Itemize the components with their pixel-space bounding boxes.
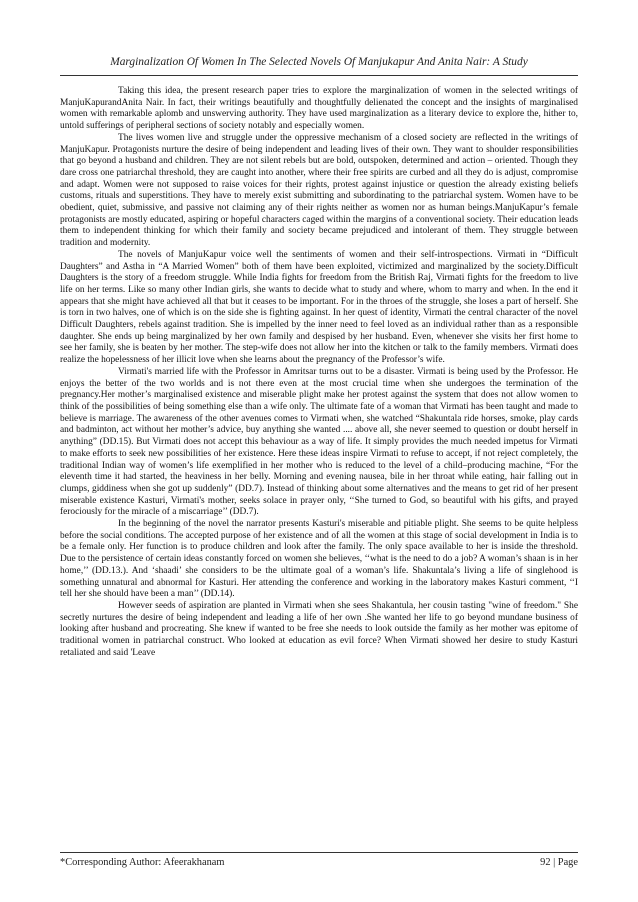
paragraph: However seeds of aspiration are planted in Virmati when she sees Shakantula, her cousin tasting "wine of freedom." She secretly nurtures the desire of being independent and leading a life of her own .She wanted her life to go beyond mundane business of looking after husband and procreating. She knew if wanted to be free she needs to look outside the family as her mother was epitome of traditional women in patriarchal construct. Who looked at education as evil force? When Virmati showed her desire to study Kasturi retaliated and said 'Leave [60,600,578,658]
page-number: 92 | Page [540,857,578,868]
running-title: Marginalization Of Women In The Selected Novels Of Manjukapur And Anita Nair: A Study [110,56,528,68]
corresponding-author: *Corresponding Author: Afeerakhanam [60,857,225,868]
paragraph: Virmati's married life with the Professor in Amritsar turns out to be a disaster. Virmati is being used by the Professor. He enjoys the better of the two worlds and is not there even at the most crucial time when she undergoes the termination of the pregnancy.Her mother’s marginalised existence and miserable plight make her protest against the system that does not allow women to think of the possibilities of being something else than a wife only. The ultimate fate of a woman that Virmati has been taught and made to believe is marriage. The awareness of the other avenues comes to Virmati when, she watched “Shakuntala ride horses, smoke, play cards and badminton, act without her mother’s advice, buy anything she wanted .... above all, she never seemed to question or doubt herself in anything” (DD.15). But Virmati does not accept this behaviour as a way of life. It simply provides the much needed impetus for Virmati to make efforts to seek new possibilities of her existence. Here these ideas inspire Virmati to refuse to accept, if not reject completely, the traditional Indian way of women’s life exemplified in her mother who is reduced to the level of a child–producing machine, “For the eleventh time it had started, the heaviness in her belly. Morning and evening nausea, bile in her throat while eating, hair falling out in clumps, giddiness when she got up suddenly” (DD.7). Instead of thinking about some alternatives and the means to get rid of her present miserable existence Kasturi, Virmati's mother, seeks solace in prayer only, ‘‘She turned to God, so beautiful with his gifts, and prayed ferociously for the miracle of a miscarriage’’ (DD.7). [60,366,578,518]
paragraph: In the beginning of the novel the narrator presents Kasturi's miserable and pitiable plight. She seems to be quite helpless before the social conditions. The accepted purpose of her existence and of all the women at this stage of social development in India is to be a female only. Her function is to produce children and look after the family. The only space available to her is inside the threshold. Due to the persistence of certain ideas constantly forced on women she believes, ‘‘what is the need to do a job? A woman’s shaan is in her home,’’ (DD.13.). And ‘shaadi’ she considers to be the ultimate goal of a woman’s life. Shakuntala’s living a life of singlehood is something unnatural and abnormal for Kasturi. Her attending the conference and working in the laboratory makes Kasturi comment, ‘‘I tell her she should have been a man’’ (DD.14). [60,519,578,600]
article-body [60,86,578,659]
header-rule [60,75,578,76]
paragraph: Taking this idea, the present research paper tries to explore the marginalization of women in the selected writings of ManjuKapurandAnita Nair. In fact, their writings beautifully and thoughtfully delienated the concept and the insights of marginalised women with remarkable aplomb and unswerving authority. They have used marginalization as a literary device to explore the, hither to, untold sufferings of peripheral sections of society notably and especially women. [60,86,578,132]
footer-rule [60,852,578,853]
paragraph: The novels of ManjuKapur voice well the sentiments of women and their self-introspections. Virmati in “Difficult Daughters” and Astha in “A Married Women” both of them have been exploited, victimized and marginalized by the society.Difficult Daughters is the story of a freedom struggle. While India fights for freedom from the British Raj, Virmati fights for the freedom to live life on her terms. Like so many other Indian girls, she wants to decide what to study and where, whom to marry and when. In the end it appears that she might have achieved all that but it ceases to be important. For in the throes of the struggle, she loses a part of herself. She is torn in two halves, one of which is on the side she is fighting against. In her quest of identity, Virmati the central character of the novel Difficult Daughters, rebels against tradition. She is impelled by the inner need to feel loved as an individual rather than as a responsible daughter. She ends up being marginalized by her own family and despised by her husband. Even, whenever she visits her first home to see her family, she is beaten by her mother. The step-wife does not allow her into the kitchen or talk to the family members. Virmati does realize the hopelessness of her illicit love when she learns about the pregnancy of the Professor’s wife. [60,249,578,366]
paragraph: The lives women live and struggle under the oppressive mechanism of a closed society are reflected in the writings of ManjuKapur. Protagonists nurture the desire of being independent and leading lives of their own. They want to shoulder responsibilities that go beyond a husband and children. They are not silent rebels but are bold, outspoken, determined and action – oriented. Though they dare cross one patriarchal threshold, they are caught into another, where their free spirits are curbed and all they do is adjust, compromise and adapt. Women were not supposed to raise voices for their rights, protest against injustice or question the already existing beliefs customs, rituals and superstitions. They have to merely exist submitting and subordinating to the patriarchal system. Women have to be obedient, quiet, submissive, and passive not claiming any of their rights neither as women nor as human beings.ManjuKapur’s female protagonists are mostly educated, aspiring or hopeful characters caged within the margins of a conventional society. Their education leads them to independent thinking for which their family and society became prejudiced and intolerant of them. They struggle between tradition and modernity. [60,132,578,249]
